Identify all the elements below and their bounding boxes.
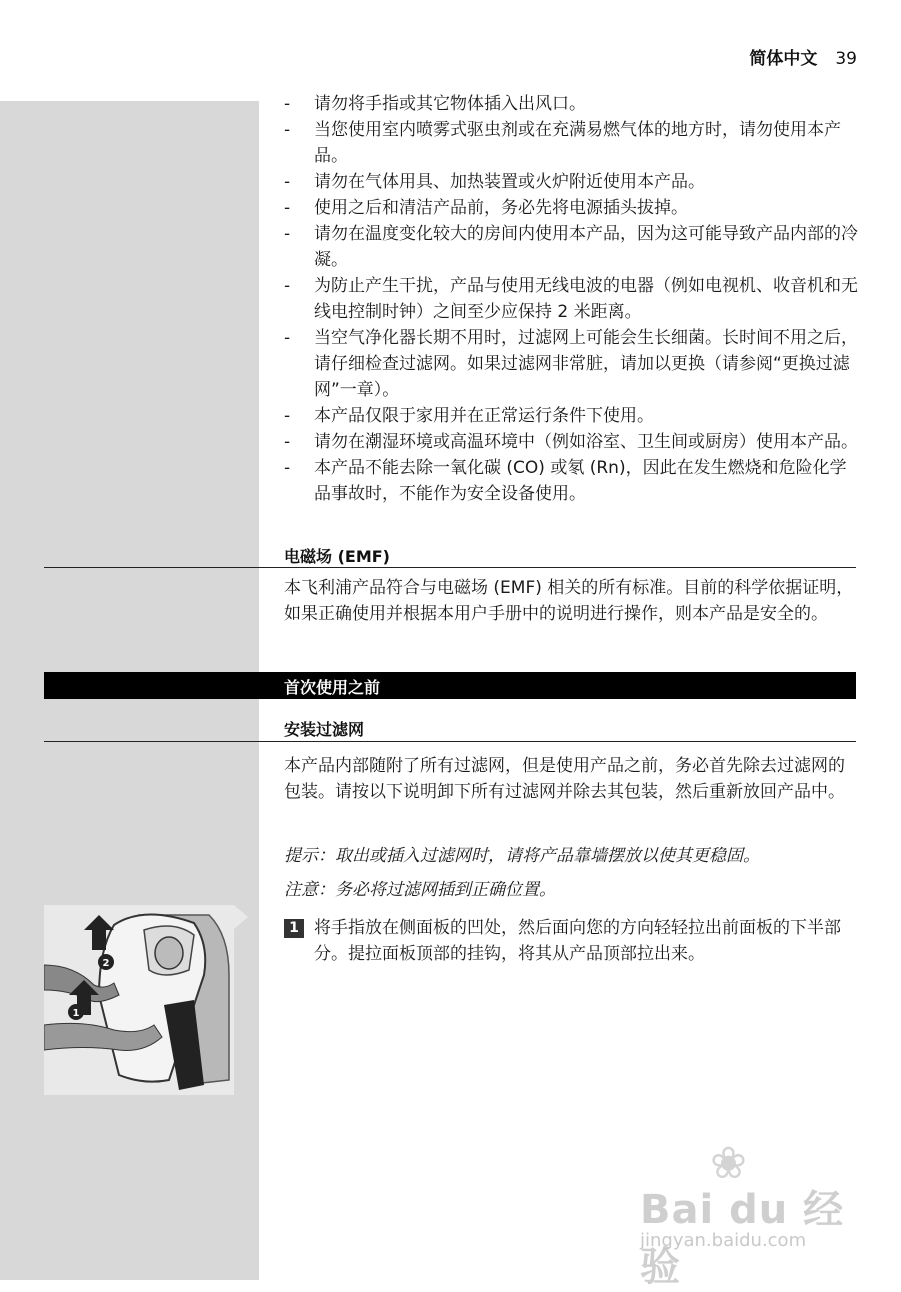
page-header <box>749 44 857 69</box>
list-item <box>284 169 859 195</box>
step-1 <box>284 915 859 967</box>
section-divider <box>44 567 856 568</box>
bullet-marker: - <box>284 198 291 218</box>
bullet-text: 请勿在潮湿环境或高温环境中（例如浴室、卫生间或厨房）使用本产品。 <box>314 432 858 452</box>
section-heading-bar <box>44 672 856 699</box>
bullet-text: 使用之后和清洁产品前，务必先将电源插头拔掉。 <box>314 198 688 218</box>
list-item <box>284 91 859 117</box>
list-item <box>284 117 859 169</box>
note-text: 注意：务必将过滤网插到正确位置。 <box>284 880 556 900</box>
bullet-marker: - <box>284 406 291 426</box>
safety-bullet-list <box>284 91 859 507</box>
list-item <box>284 325 859 403</box>
bullet-text: 请勿在温度变化较大的房间内使用本产品，因为这可能导致产品内部的冷凝。 <box>314 224 858 270</box>
emf-paragraph: 本飞利浦产品符合与电磁场 (EMF) 相关的所有标准。目前的科学依据证明，如果正确使用并根据本用户手册中的说明进行操作，则本产品是安全的。 <box>284 578 854 624</box>
watermark-url: jingyan.baidu.com <box>640 1230 807 1251</box>
bullet-marker: - <box>284 224 291 244</box>
bullet-text: 本产品仅限于家用并在正常运行条件下使用。 <box>314 406 654 426</box>
illustration-pointer <box>234 905 248 929</box>
install-intro-paragraph: 本产品内部随附了所有过滤网，但是使用产品之前，务必首先除去过滤网的包装。请按以下说明卸下所有过滤网并除去其包装，然后重新放回产品中。 <box>284 756 845 802</box>
bullet-text: 请勿在气体用具、加热装置或火炉附近使用本产品。 <box>314 172 705 192</box>
language-label: 简体中文 <box>749 49 818 69</box>
bullet-text: 为防止产生干扰，产品与使用无线电波的电器（例如电视机、收音机和无线电控制时钟）之间至少应保持 2 米距离。 <box>314 276 858 322</box>
list-item <box>284 273 859 325</box>
emf-section-title: 电磁场 (EMF) <box>284 547 390 566</box>
paw-icon: ❀ <box>710 1138 747 1189</box>
step-text: 将手指放在侧面板的凹处，然后面向您的方向轻轻拉出前面板的下半部分。提拉面板顶部的挂钩，将其从产品顶部拉出来。 <box>314 918 841 964</box>
list-item <box>284 455 859 507</box>
list-item <box>284 429 859 455</box>
list-item <box>284 195 859 221</box>
page-number: 39 <box>835 49 857 69</box>
bullet-text: 当空气净化器长期不用时，过滤网上可能会生长细菌。长时间不用之后，请仔细检查过滤网。如果过滤网非常脏，请加以更换（请参阅“更换过滤网”一章）。 <box>314 328 858 400</box>
tip-text: 提示：取出或插入过滤网时，请将产品靠墙摆放以使其更稳固。 <box>284 846 760 866</box>
bullet-marker: - <box>284 120 291 140</box>
bullet-marker: - <box>284 328 291 348</box>
step-number-badge: 1 <box>284 919 304 938</box>
list-item <box>284 403 859 429</box>
watermark-logo-text: Bai du 经验 <box>640 1187 845 1290</box>
list-item <box>284 221 859 273</box>
illustration-step-1-label: 1 <box>72 1008 80 1019</box>
bullet-marker: - <box>284 94 291 114</box>
bullet-marker: - <box>284 172 291 192</box>
bullet-marker: - <box>284 432 291 452</box>
bullet-text: 本产品不能去除一氧化碳 (CO) 或氡 (Rn)，因此在发生燃烧和危险化学品事故时，不能作为安全设备使用。 <box>314 458 847 504</box>
bullet-marker: - <box>284 276 291 296</box>
before-first-use-title: 首次使用之前 <box>284 678 381 697</box>
bullet-marker: - <box>284 458 291 478</box>
bullet-text: 当您使用室内喷雾式驱虫剂或在充满易燃气体的地方时，请勿使用本产品。 <box>314 120 841 166</box>
section-divider <box>44 741 856 742</box>
filter-removal-illustration <box>44 905 234 1095</box>
illustration-step-2-label: 2 <box>102 958 110 969</box>
install-filters-title: 安装过滤网 <box>284 720 365 739</box>
baidu-watermark <box>640 1130 870 1290</box>
bullet-text: 请勿将手指或其它物体插入出风口。 <box>314 94 586 114</box>
